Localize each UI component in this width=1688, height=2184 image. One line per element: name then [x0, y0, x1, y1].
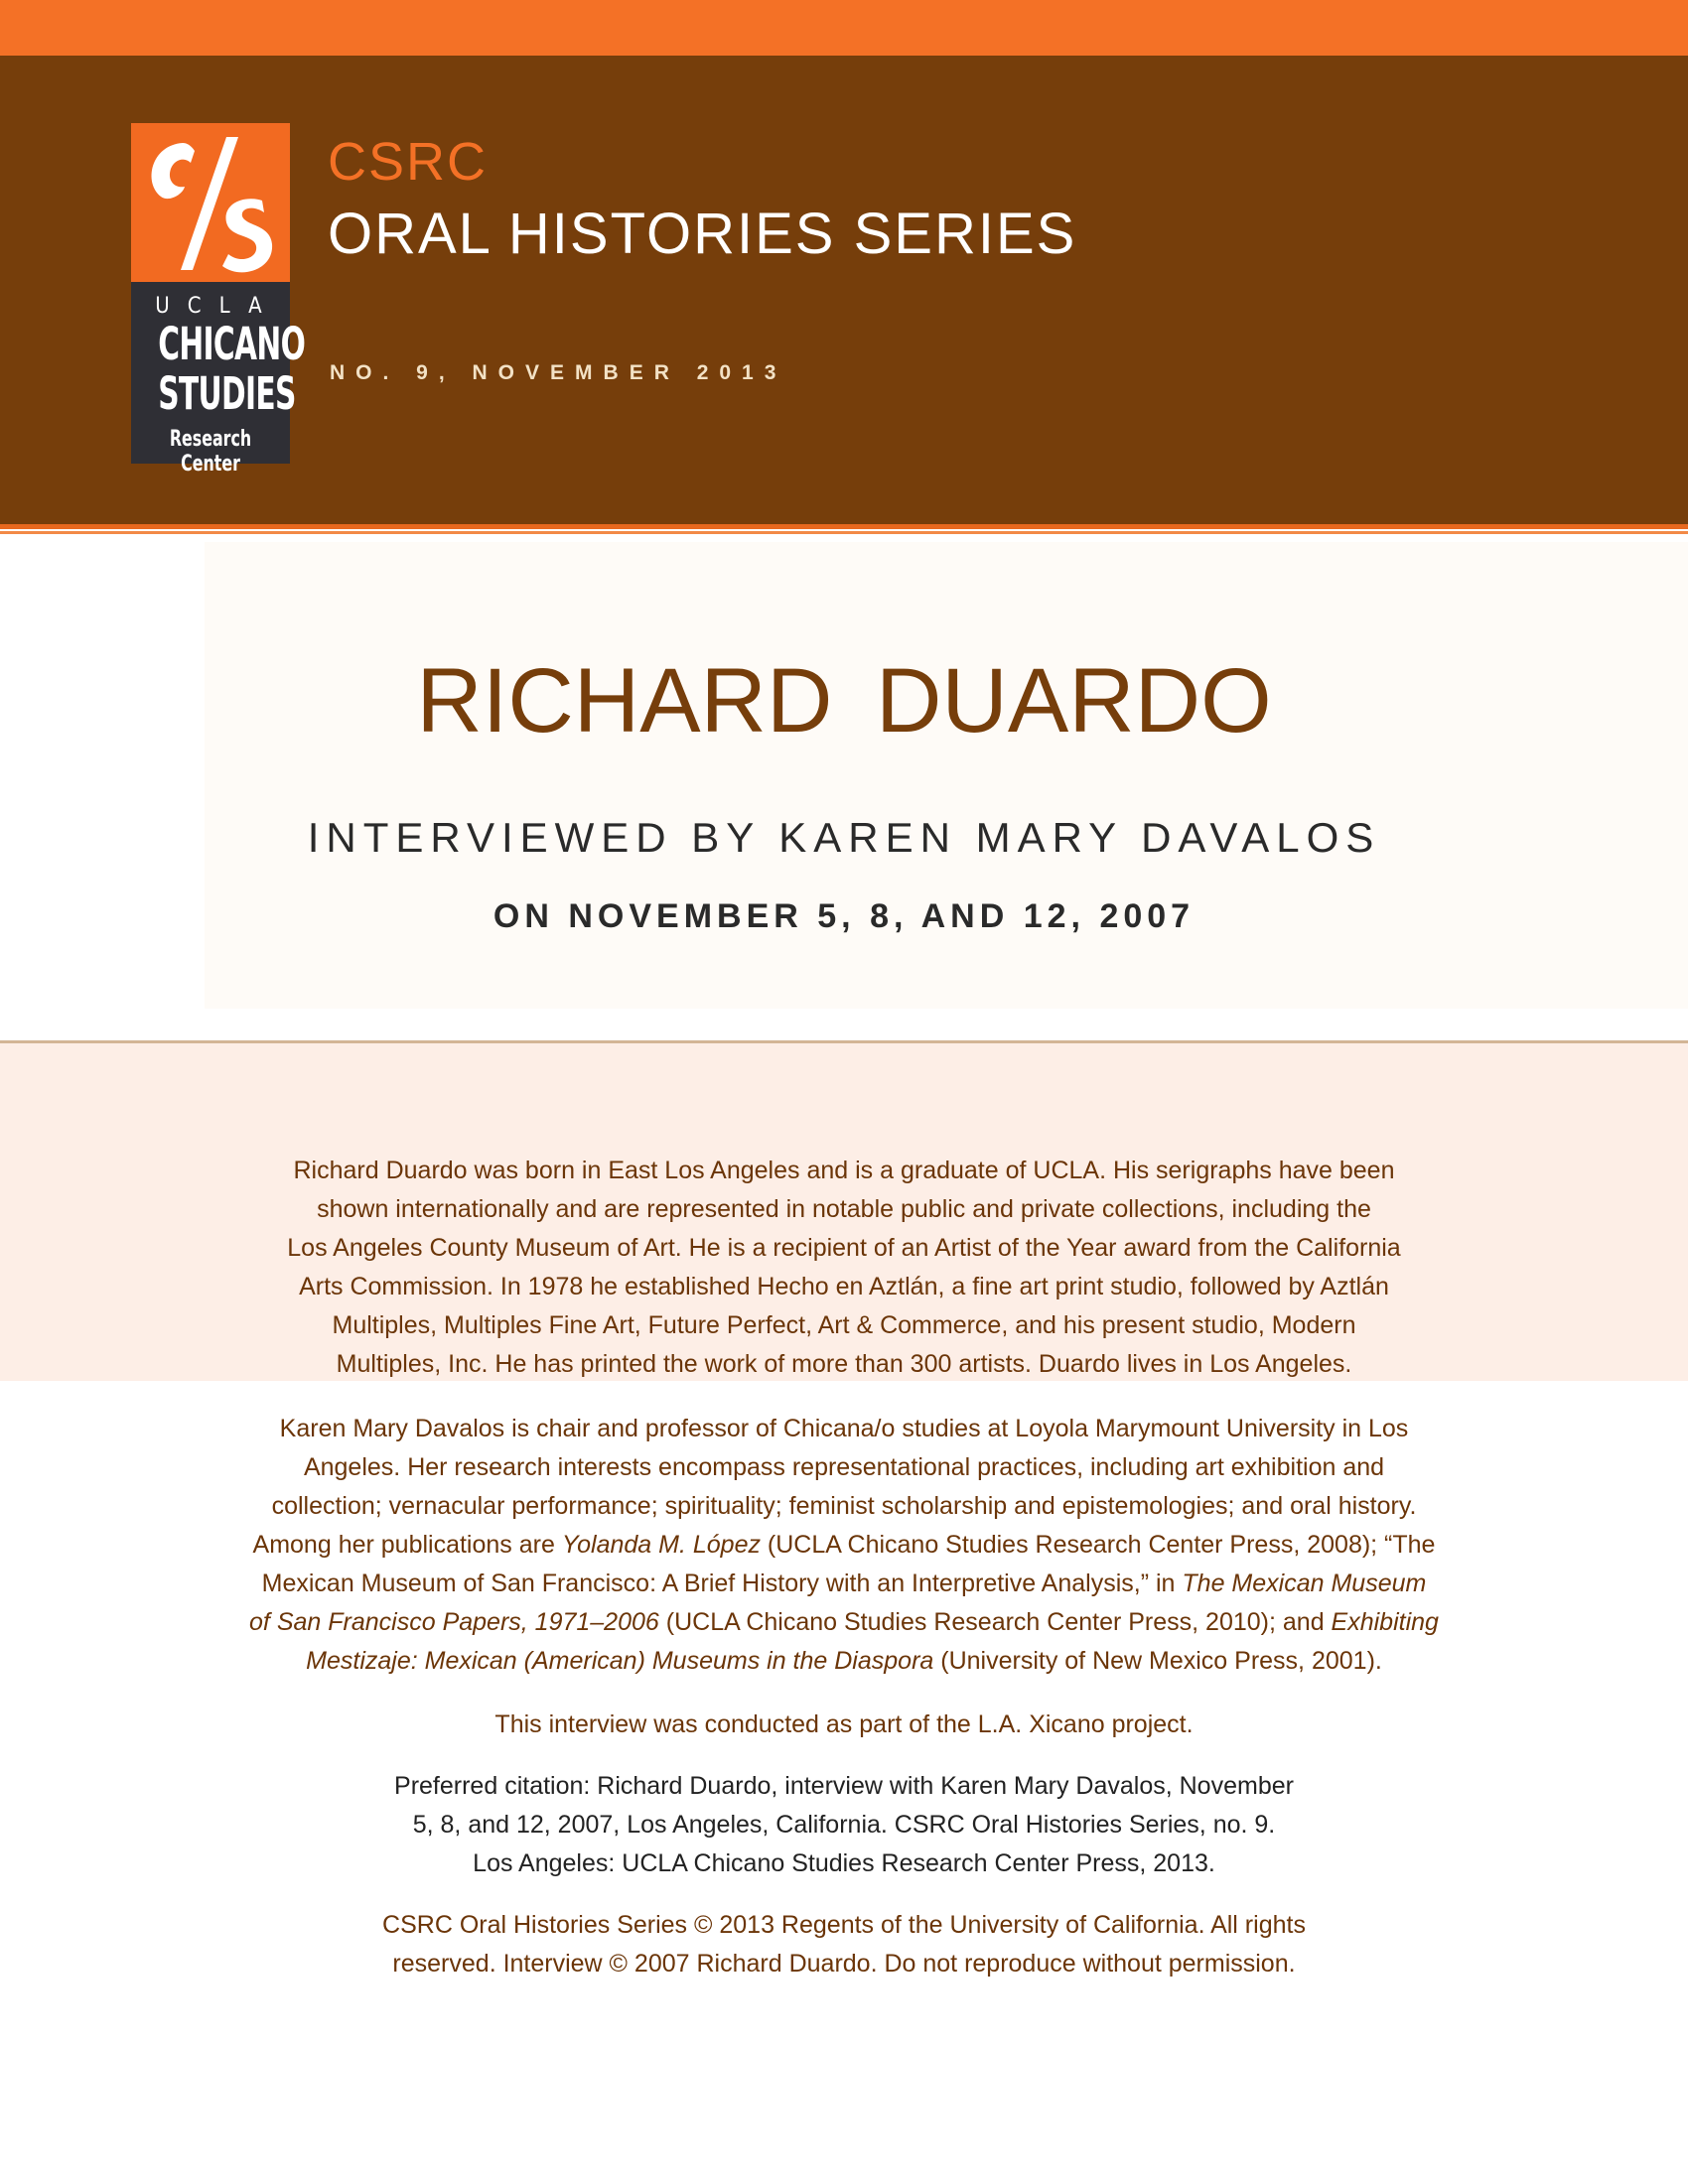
- bio-line: Multiples, Multiples Fine Art, Future Perfect, Art & Commerce, and his present studio, Modern: [332, 1311, 1356, 1339]
- bio-line: Multiples, Inc. He has printed the work of more than 300 artists. Duardo lives in Los Angeles.: [336, 1350, 1352, 1378]
- copyright-line: reserved. Interview © 2007 Richard Duardo. Do not reproduce without permission.: [392, 1950, 1296, 1978]
- preferred-citation: [199, 1767, 1489, 1883]
- logo-mark: [131, 123, 290, 282]
- logo-chicano-text: CHICANO: [158, 318, 306, 370]
- bio-line: Richard Duardo was born in East Los Angeles and is a graduate of UCLA. His serigraphs have been: [293, 1157, 1395, 1184]
- series-title: ORAL HISTORIES SERIES: [328, 202, 1077, 266]
- bio-text: (UCLA Chicano Studies Research Center Press, 2008); “The: [760, 1531, 1436, 1559]
- logo-research-center-text: Research Center: [169, 427, 252, 477]
- citation-line: Los Angeles: UCLA Chicano Studies Research Center Press, 2013.: [473, 1849, 1215, 1877]
- bio-line: Angeles. Her research interests encompass representational practices, including art exhibition and: [303, 1453, 1385, 1481]
- bio-line: [199, 1642, 1489, 1681]
- top-orange-stripe: [0, 0, 1688, 56]
- narrator-bio: [199, 1152, 1489, 1384]
- header-rule: [0, 524, 1688, 529]
- copyright-line: CSRC Oral Histories Series © 2013 Regents of the University of California. All rights: [382, 1911, 1306, 1939]
- bio-text: Mexican Museum of San Francisco: A Brief History with an Interpretive Analysis,” in: [261, 1570, 1183, 1597]
- logo-studies-text: STUDIES: [158, 367, 296, 420]
- bio-text: Among her publications are: [252, 1531, 562, 1559]
- bio-line: Arts Commission. In 1978 he established Hecho en Aztlán, a fine art print studio, followed by Aztlán: [299, 1273, 1389, 1300]
- interviewer-line: INTERVIEWED BY KAREN MARY DAVALOS: [307, 814, 1381, 861]
- citation-line: Preferred citation: Richard Duardo, interview with Karen Mary Davalos, November: [394, 1772, 1294, 1800]
- publication-title: of San Francisco Papers, 1971–2006: [249, 1608, 659, 1636]
- bio-line: shown internationally and are represented in notable public and private collections, including the: [317, 1195, 1371, 1223]
- issue-number: NO. 9, NOVEMBER 2013: [330, 361, 787, 384]
- cs-slash-icon: [131, 123, 290, 282]
- header-rule-thin: [0, 531, 1688, 534]
- publication-title: Exhibiting: [1331, 1608, 1439, 1636]
- title-panel: [205, 542, 1688, 1009]
- publication-title: Mestizaje: Mexican (American) Museums in the Diaspora: [306, 1647, 934, 1675]
- bio-line: [199, 1603, 1489, 1642]
- copyright-notice: [199, 1906, 1489, 1983]
- bio-line: collection; vernacular performance; spirituality; feminist scholarship and epistemologies; and oral history.: [271, 1492, 1417, 1520]
- page-title: RICHARD DUARDO: [416, 650, 1272, 751]
- citation-line: 5, 8, and 12, 2007, Los Angeles, California. CSRC Oral Histories Series, no. 9.: [412, 1811, 1276, 1839]
- bio-line: [199, 1565, 1489, 1603]
- interview-dates: ON NOVEMBER 5, 8, AND 12, 2007: [492, 897, 1196, 935]
- series-kicker: CSRC: [328, 132, 489, 192]
- project-note: This interview was conducted as part of the L.A. Xicano project.: [494, 1710, 1194, 1738]
- interviewer-bio: [199, 1410, 1489, 1681]
- csrc-logo: [131, 123, 306, 477]
- bio-text: (University of New Mexico Press, 2001).: [933, 1647, 1382, 1675]
- bio-line: [199, 1526, 1489, 1565]
- publication-title: Yolanda M. López: [561, 1531, 761, 1559]
- bio-line: Karen Mary Davalos is chair and professor of Chicana/o studies at Loyola Marymount University in Los: [279, 1415, 1409, 1442]
- bio-line: Los Angeles County Museum of Art. He is a recipient of an Artist of the Year award from the California: [287, 1234, 1401, 1262]
- publication-title: The Mexican Museum: [1182, 1570, 1427, 1597]
- bio-text: (UCLA Chicano Studies Research Center Press, 2010); and: [658, 1608, 1332, 1636]
- logo-ucla-text: UCLA: [155, 294, 280, 319]
